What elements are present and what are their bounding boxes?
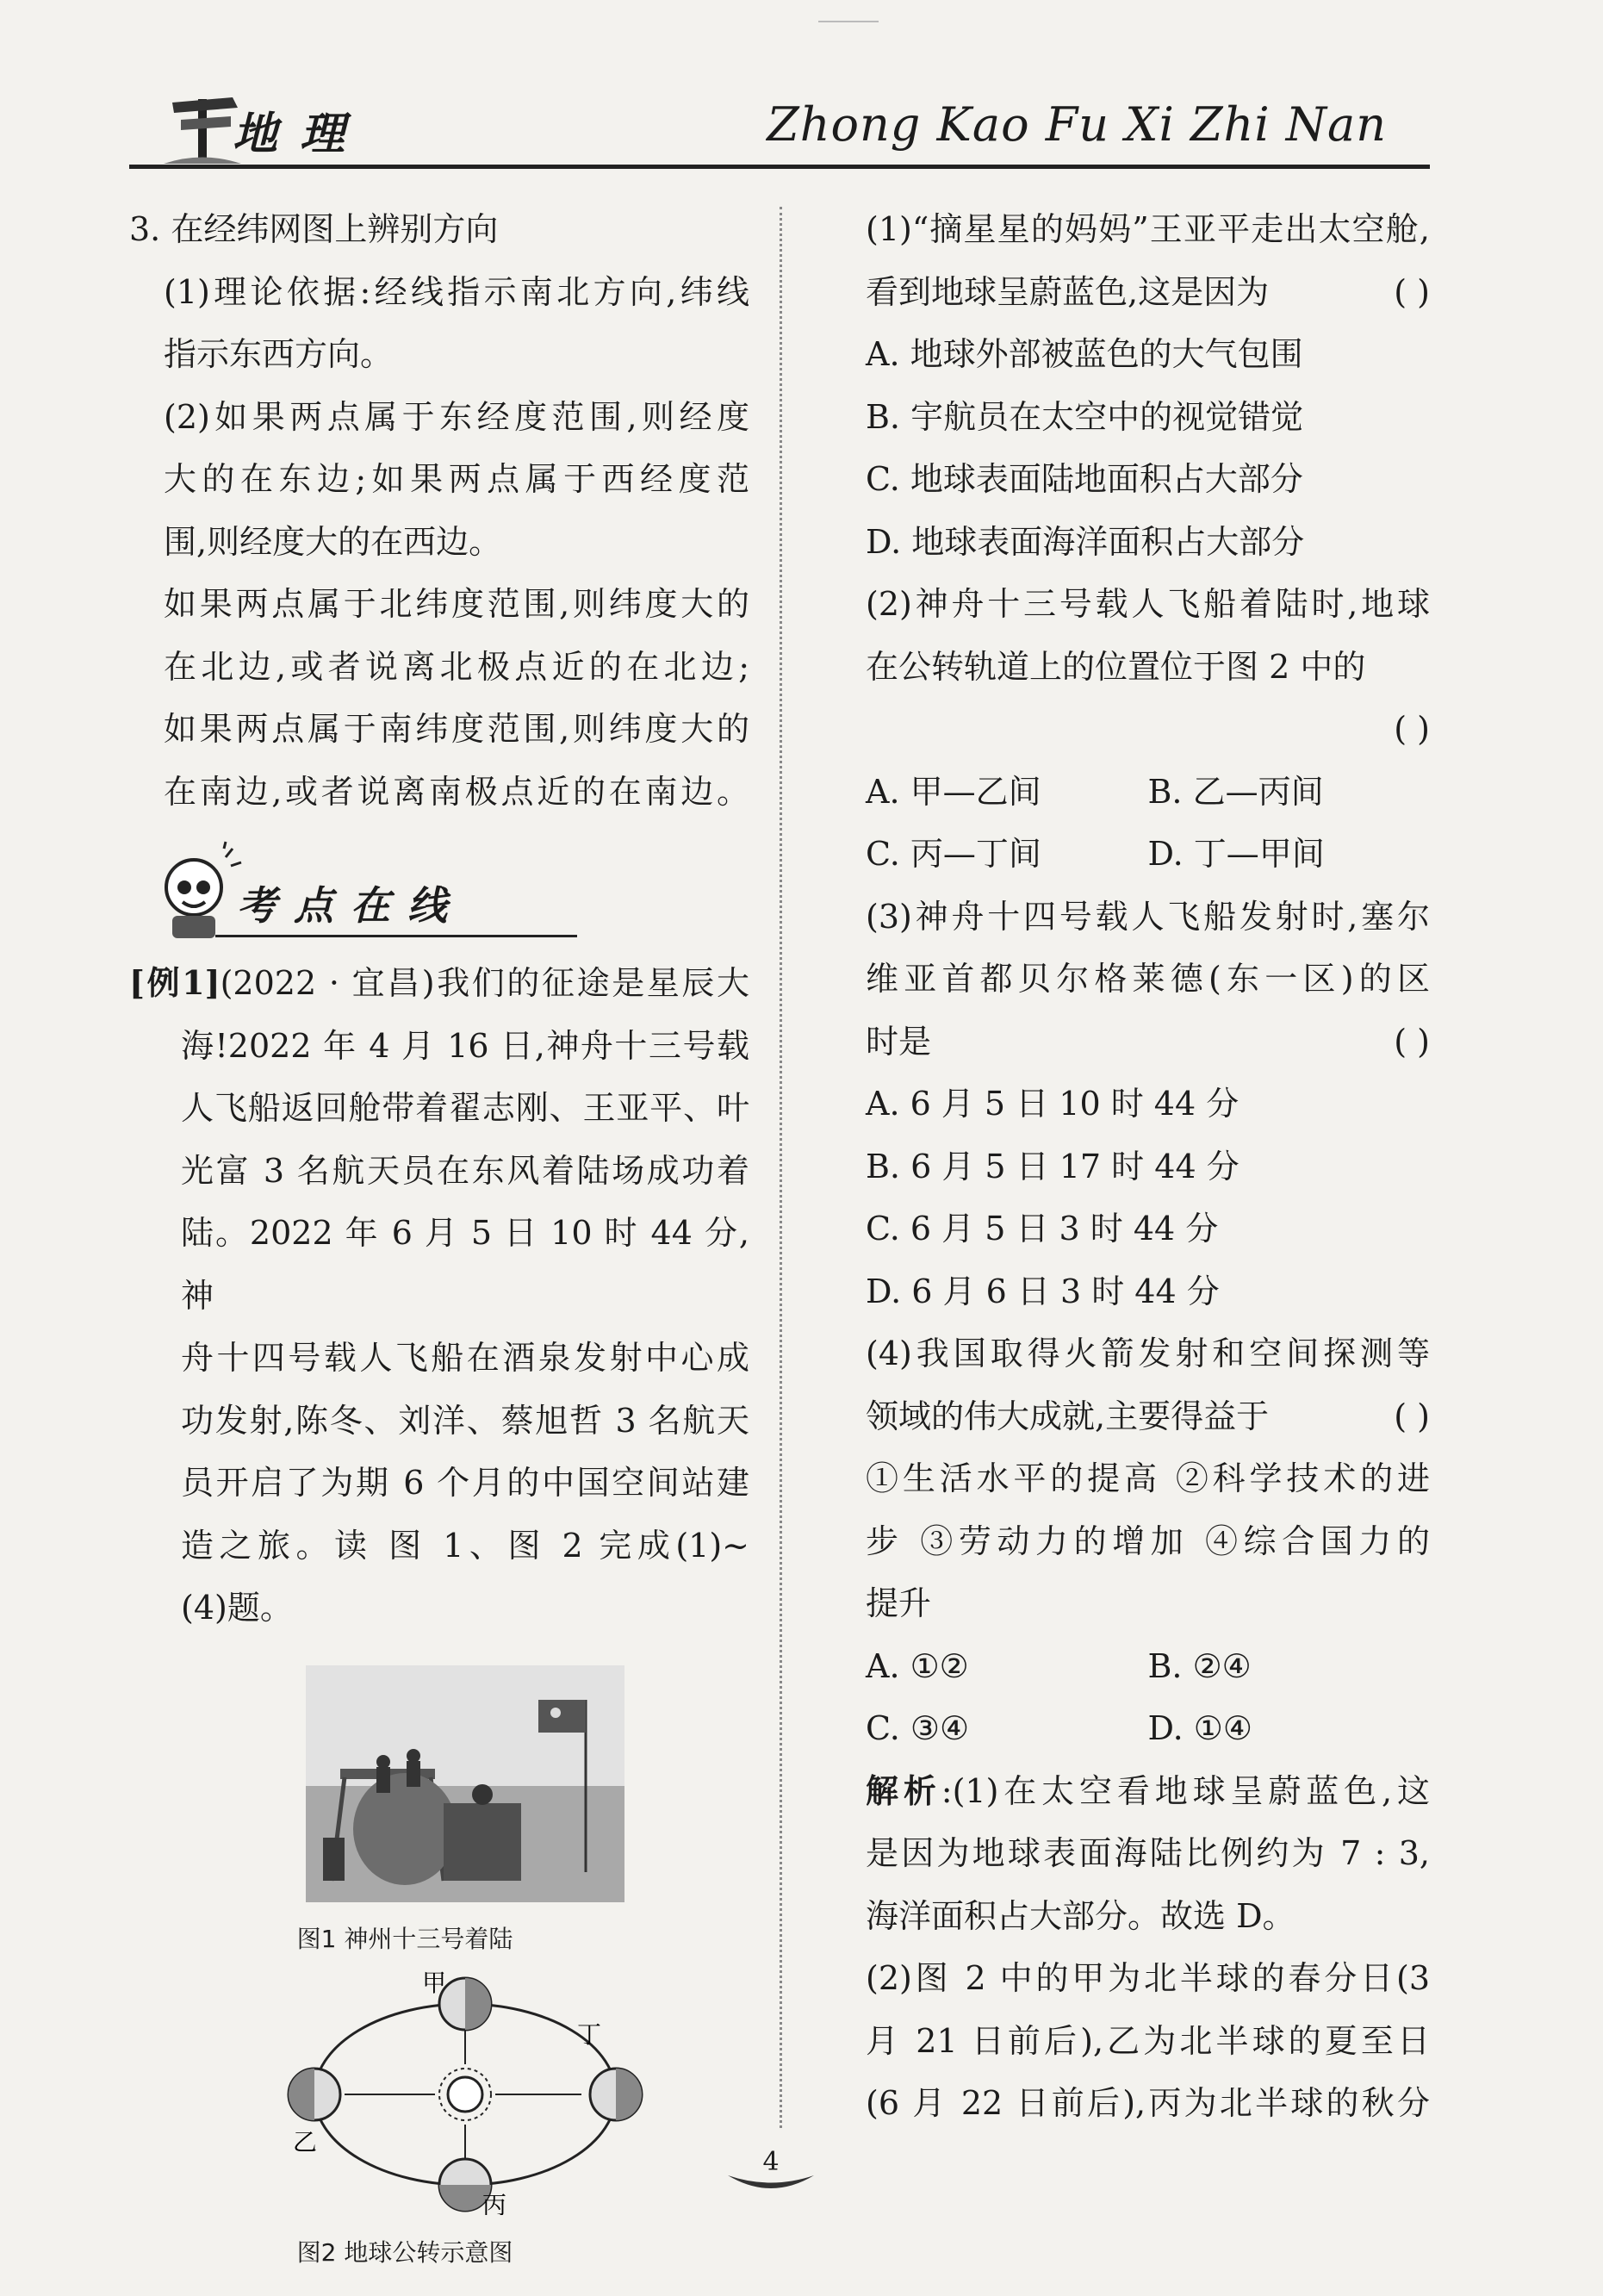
section-header <box>129 840 749 952</box>
option: B. ②④ <box>1147 1646 1252 1685</box>
section-3-title: 3. 在经纬网图上辨别方向 <box>129 210 499 248</box>
option: B. 宇航员在太空中的视觉错觉 <box>866 397 1304 436</box>
answer-blank: ( ) <box>1394 272 1430 311</box>
answer-blank: ( ) <box>1394 710 1430 748</box>
column-divider <box>780 207 782 2128</box>
figure-1-caption: 图1 神州十三号着陆 <box>296 1925 513 1953</box>
option: C. 丙—丁间 <box>866 835 1041 873</box>
label-bing: 丙 <box>482 2191 507 2215</box>
question-2: (2)神舟十三号载人飞船着陆时,地球 在公转轨道上的位置位于图 2 中的 ( ) A. 甲—乙间 B. 乙—丙间 C. 丙—丁间 D. 丁—甲间 <box>866 573 1430 886</box>
mascot-icon <box>146 840 250 943</box>
example-label: [例1] <box>129 963 221 1002</box>
example-1: [例1](2022 · 宜昌)我们的征途是星辰大 海!2022 年 4 月 16 日,神舟十三号载 人飞船返回舱带着翟志刚、王亚平、叶 光富 3 名航天员在东风着陆场成功着 陆。2022 年 6 月 5 日 10 时 44 分,神 舟十四号载人飞船在酒泉发射中心成 功发射,陈冬、刘洋、蔡旭哲 3 名航天 员开启了为期 6 个月的中国空间站建 造之旅。读 图 1、图 2 完成(1)~ (4)题。 <box>129 963 749 1627</box>
option: B. 6 月 5 日 17 时 44 分 <box>866 1147 1240 1185</box>
option: A. ①② <box>866 1646 969 1685</box>
analysis-label: 解析 <box>866 1770 941 1810</box>
label-ding: 丁 <box>577 2020 602 2049</box>
answer-blank: ( ) <box>1394 1397 1430 1435</box>
label-jia: 甲 <box>422 1969 447 1997</box>
point-3: 如果两点属于北纬度范围,则纬度大的 在北边,或者说离北极点近的在北边; 如果两点属于南纬度范围,则纬度大的 在南边,或者说离南极点近的在南边。 <box>164 585 749 811</box>
point-2: (2)如果两点属于东经度范围,则经度 大的在东边;如果两点属于西经度范 围,则经度大的在西边。 <box>164 397 749 561</box>
subject-title: 地理 <box>233 108 368 160</box>
option: C. 6 月 5 日 3 时 44 分 <box>866 1210 1219 1248</box>
question-4: (4)我国取得火箭发射和空间探测等 领域的伟大成就,主要得益于 ( ) ①生活水平的提高 ②科学技术的进 步 ③劳动力的增加 ④综合国力的 提升 A. ①② B. ②④ C. ③④ D. ①④ <box>866 1322 1430 1760</box>
page-number: 4 <box>724 2145 818 2197</box>
landing-photo <box>306 1665 624 1902</box>
point-1: (1)理论依据:经线指示南北方向,纬线 指示东西方向。 <box>164 272 749 373</box>
option: B. 乙—丙间 <box>1147 772 1324 811</box>
option: C. 地球表面陆地面积占大部分 <box>866 460 1303 498</box>
option: D. 丁—甲间 <box>1147 835 1325 873</box>
question-3: (3)神舟十四号载人飞船发射时,塞尔 维亚首都贝尔格莱德(东一区)的区 时是 ( ) A. 6 月 5 日 10 时 44 分 B. 6 月 5 日 17 时 44 分 C. 6 月 5 日 3 时 44 分 D. 6 月 6 日 3 时 44 分 <box>866 886 1430 1323</box>
section-title: 考点在线 <box>237 882 464 929</box>
left-column <box>129 198 749 2270</box>
right-column <box>866 198 1430 2135</box>
option: D. 6 月 6 日 3 时 44 分 <box>866 1272 1220 1310</box>
option: C. ③④ <box>866 1709 970 1747</box>
analysis: 解析:(1)在太空看地球呈蔚蓝色,这 是因为地球表面海陆比例约为 7 : 3, 海洋面积占大部分。故选 D。 (2)图 2 中的甲为北半球的春分日(3 月 21 日前后),乙为北半球的夏至日 (6 月 22 日前后),丙为北半球的秋分 <box>866 1770 1430 2122</box>
book-title-pinyin: Zhong Kao Fu Xi Zhi Nan <box>767 97 1387 152</box>
label-yi: 乙 <box>293 2128 318 2156</box>
option: A. 地球外部被蓝色的大气包围 <box>866 335 1303 373</box>
orbit-diagram <box>284 1965 646 2215</box>
question-1: (1)“摘星星的妈妈”王亚平走出太空舱, 看到地球呈蔚蓝色,这是因为 ( ) A. 地球外部被蓝色的大气包围 B. 宇航员在太空中的视觉错觉 C. 地球表面陆地面积占大部分 D. 地球表面海洋面积占大部分 <box>866 198 1430 573</box>
section-underline <box>215 935 577 937</box>
option: A. 6 月 5 日 10 时 44 分 <box>866 1085 1240 1123</box>
page-header <box>129 82 1430 168</box>
option: D. 地球表面海洋面积占大部分 <box>866 522 1305 561</box>
option: D. ①④ <box>1147 1709 1252 1747</box>
top-mark <box>818 21 879 22</box>
option: A. 甲—乙间 <box>866 772 1041 811</box>
answer-blank: ( ) <box>1394 1022 1430 1061</box>
header-rule <box>129 165 1430 169</box>
figure-2-caption: 图2 地球公转示意图 <box>296 2237 513 2267</box>
